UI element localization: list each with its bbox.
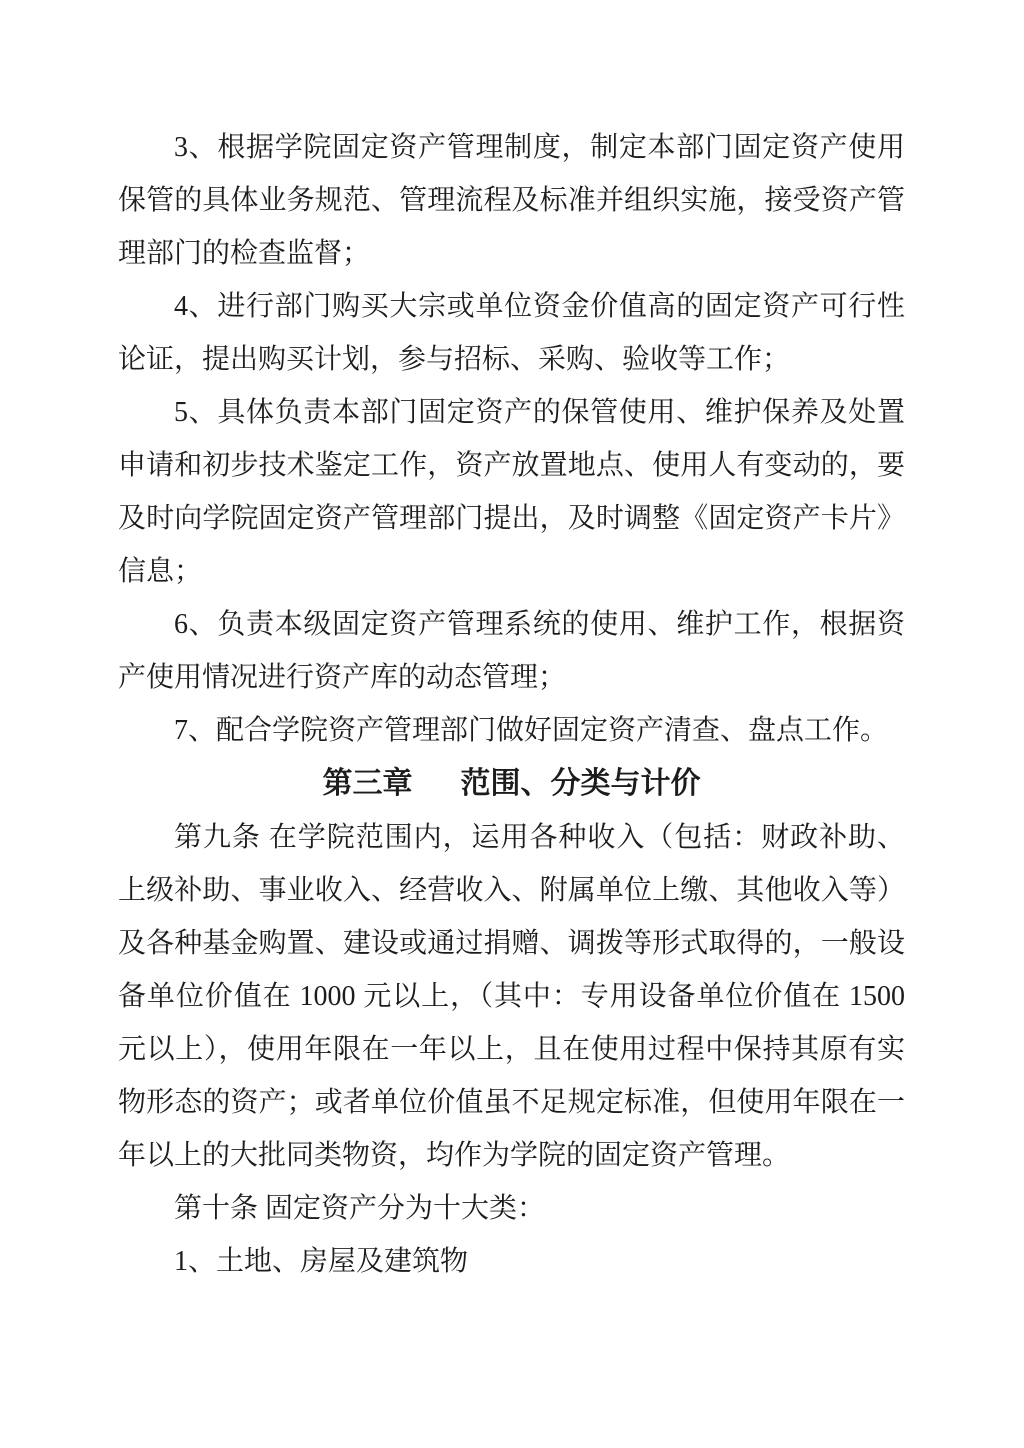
paragraph-item-3: 3、根据学院固定资产管理制度，制定本部门固定资产使用保管的具体业务规范、管理流程及标准并组织实施，接受资产管理部门的检查监督；	[118, 132, 905, 269]
paragraph-item-4: 4、进行部门购买大宗或单位资金价值高的固定资产可行性论证，提出购买计划，参与招标、采购、验收等工作；	[118, 291, 905, 375]
chapter-heading	[118, 757, 905, 811]
chapter-title: 范围、分类与计价	[460, 767, 701, 800]
paragraph-article-9: 第九条 在学院范围内，运用各种收入（包括：财政补助、上级补助、事业收入、经营收入、附属单位上缴、其他收入等）及各种基金购置、建设或通过捐赠、调拨等形式取得的，一般设备单位价值在 1000 元以上，（其中：专用设备单位价值在 1500 元以上），使用年限在一年以上，且在使用过程中保持其原有实物形态的资产；或者单位价值虽不足规定标准，但使用年限在一年以上的大批同类物资，均作为学院的固定资产管理。	[118, 822, 905, 1171]
chapter-number: 第三章	[322, 767, 413, 800]
paragraph-item-5: 5、具体负责本部门固定资产的保管使用、维护保养及处置申请和初步技术鉴定工作，资产放置地点、使用人有变动的，要及时向学院固定资产管理部门提出，及时调整《固定资产卡片》信息；	[118, 397, 905, 587]
paragraph-item-6: 6、负责本级固定资产管理系统的使用、维护工作，根据资产使用情况进行资产库的动态管理；	[118, 609, 905, 693]
paragraph-article-10: 第十条 固定资产分为十大类：	[174, 1193, 546, 1224]
paragraph-item-7: 7、配合学院资产管理部门做好固定资产清查、盘点工作。	[174, 715, 889, 746]
paragraph-category-1: 1、土地、房屋及建筑物	[174, 1246, 469, 1277]
